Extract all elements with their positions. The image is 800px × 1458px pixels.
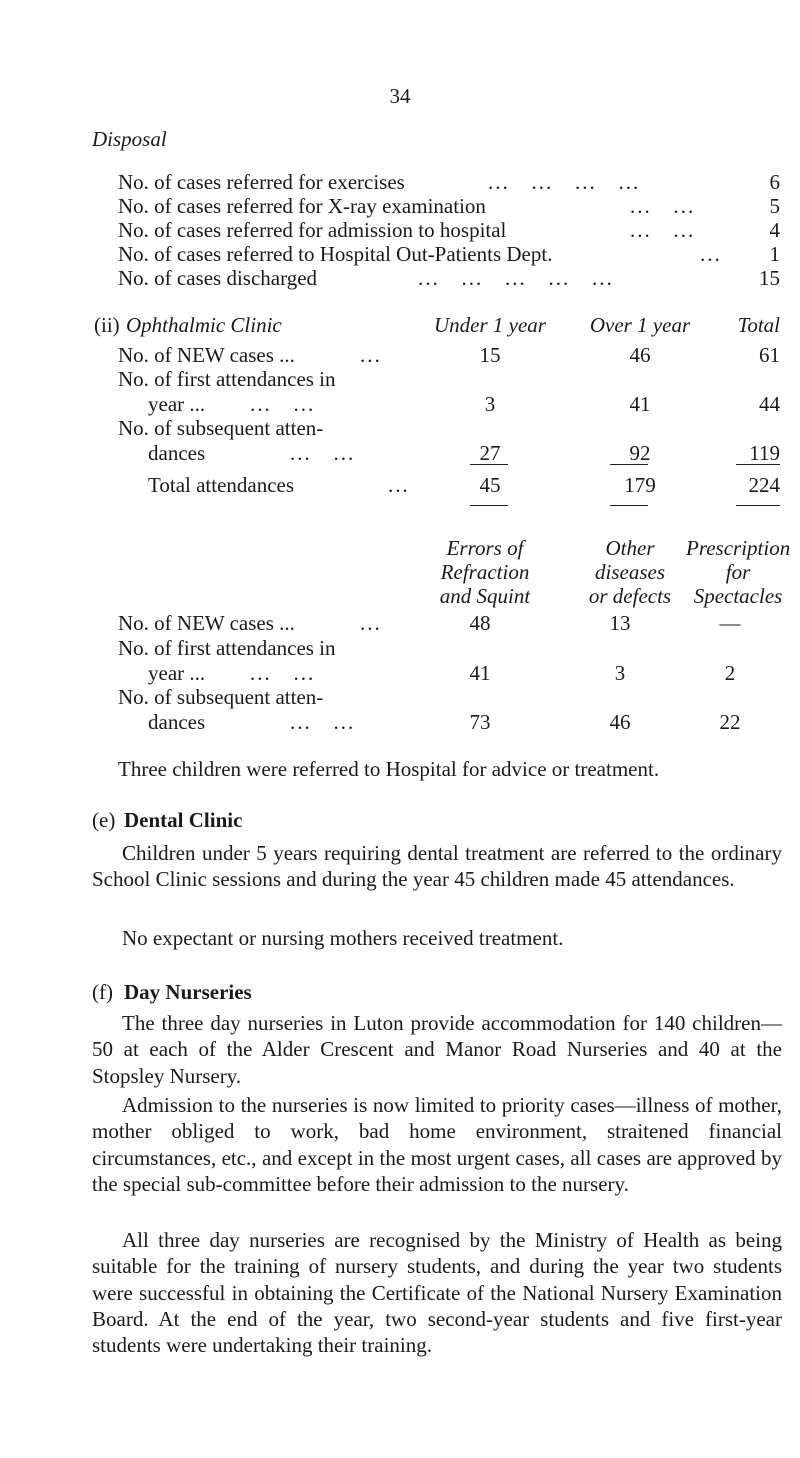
leader-dots: ... <box>388 473 410 497</box>
col-header-other: or defects <box>588 584 672 608</box>
cell: 46 <box>609 710 631 734</box>
row-label: No. of NEW cases ... <box>118 611 295 635</box>
nurseries-paragraph: Admission to the nurseries is now limited to priority cases—illness of mother, mother obliged to work, bad home environment, straitened financial circumstances, etc., and except in the most urgent cases, all cases are approved by the special sub-committee before their admission to the nursery. <box>92 1093 782 1196</box>
page-number: 34 <box>389 84 411 108</box>
disposal-row-value: 5 <box>769 194 780 218</box>
cell: 44 <box>759 392 780 416</box>
cell: 3 <box>484 392 496 416</box>
col-header-total: Total <box>737 313 780 337</box>
total-cell: 45 <box>479 473 501 497</box>
nurseries-paragraph: The three day nurseries in Luton provide accommodation for 140 children—50 at each of the Alder Crescent and Manor Road Nurseries and 40 at the Stopsley Nursery. <box>92 1011 782 1088</box>
cell: 13 <box>609 611 631 635</box>
col-header-errors: Errors of <box>446 536 524 560</box>
cell: — <box>719 611 741 635</box>
referral-note: Three children were referred to Hospital for advice or treatment. <box>118 757 660 781</box>
leader-dots: ... <box>360 611 382 635</box>
col-header-prescription: Prescription <box>686 536 791 560</box>
row-label: No. of subsequent atten- <box>118 685 324 709</box>
cell: 61 <box>759 343 780 367</box>
row-label-cont: dances <box>148 441 206 465</box>
leader-dots: ... ... <box>250 661 316 685</box>
sum-rule <box>610 464 648 465</box>
section-label: (ii) <box>94 313 120 337</box>
dental-heading: Dental Clinic <box>124 808 243 832</box>
dental-paragraph: Children under 5 years requiring dental treatment are referred to the ordinary School Clinic sessions and during the year 45 children made 45 attendances. <box>92 841 782 892</box>
total-rule <box>736 505 780 506</box>
section-label: (e) <box>92 808 116 832</box>
cell: 48 <box>469 611 491 635</box>
section-label: (f) <box>92 980 113 1004</box>
leader-dots: ... ... <box>250 392 316 416</box>
disposal-heading: Disposal <box>92 127 167 151</box>
col-header-prescription: Spectacles <box>693 584 783 608</box>
leader-dots: ... ... ... ... <box>488 170 641 194</box>
sum-rule <box>470 464 508 465</box>
cell: 41 <box>469 661 491 685</box>
row-label: No. of NEW cases ... <box>118 343 295 367</box>
disposal-row-label: No. of cases referred for exercises <box>118 170 405 194</box>
disposal-row-label: No. of cases referred to Hospital Out-Patients Dept. <box>118 242 553 266</box>
dental-paragraph: No expectant or nursing mothers received treatment. <box>122 926 564 950</box>
leader-dots: ... ... <box>630 218 696 242</box>
cell: 119 <box>749 441 780 465</box>
col-header-under-1: Under 1 year <box>434 313 546 337</box>
cell: 73 <box>469 710 491 734</box>
row-label-cont: year ... <box>148 392 206 416</box>
disposal-row-label: No. of cases discharged <box>118 266 318 290</box>
col-header-other: Other <box>605 536 655 560</box>
disposal-row-value: 4 <box>769 218 780 242</box>
cell: 15 <box>479 343 501 367</box>
cell: 92 <box>629 441 651 465</box>
leader-dots: ... ... <box>630 194 696 218</box>
col-header-errors: Refraction <box>440 560 530 584</box>
nurseries-paragraph: All three day nurseries are recognised by the Ministry of Health as being suitable for the training of nursery students, and during the year two students were successful in obtaining the Certificate of the National Nursery Examination Board. At the end of the year, two second-year students and five first-year students were undertaking their training. <box>92 1228 782 1358</box>
cell: 2 <box>724 661 736 685</box>
col-header-over-1: Over 1 year <box>589 313 691 337</box>
total-rule <box>610 505 648 506</box>
row-label-cont: year ... <box>148 661 206 685</box>
nurseries-heading: Day Nurseries <box>124 980 252 1004</box>
leader-dots: ... ... ... ... ... <box>418 266 614 290</box>
cell: 22 <box>719 710 741 734</box>
total-rule <box>470 505 508 506</box>
total-cell: 179 <box>624 473 656 497</box>
disposal-row-value: 1 <box>769 242 780 266</box>
sum-rule <box>736 464 780 465</box>
leader-dots: ... <box>360 343 382 367</box>
leader-dots: ... <box>700 242 722 266</box>
leader-dots: ... ... <box>290 441 356 465</box>
row-label: No. of subsequent atten- <box>118 416 324 440</box>
row-label: No. of first attendances in <box>118 367 336 391</box>
leader-dots: ... ... <box>290 710 356 734</box>
cell: 27 <box>479 441 501 465</box>
col-header-errors: and Squint <box>439 584 531 608</box>
total-cell: 224 <box>748 473 780 497</box>
col-header-prescription: for <box>725 560 751 584</box>
disposal-row-value: 15 <box>759 266 780 290</box>
row-label: No. of first attendances in <box>118 636 336 660</box>
disposal-row-label: No. of cases referred for X-ray examination <box>118 194 486 218</box>
disposal-row-value: 6 <box>769 170 780 194</box>
disposal-row-label: No. of cases referred for admission to hospital <box>118 218 507 242</box>
cell: 46 <box>629 343 651 367</box>
total-label: Total attendances <box>148 473 295 497</box>
row-label-cont: dances <box>148 710 206 734</box>
ophthalmic-title: Ophthalmic Clinic <box>126 313 282 337</box>
cell: 3 <box>614 661 626 685</box>
cell: 41 <box>629 392 651 416</box>
col-header-other: diseases <box>595 560 665 584</box>
